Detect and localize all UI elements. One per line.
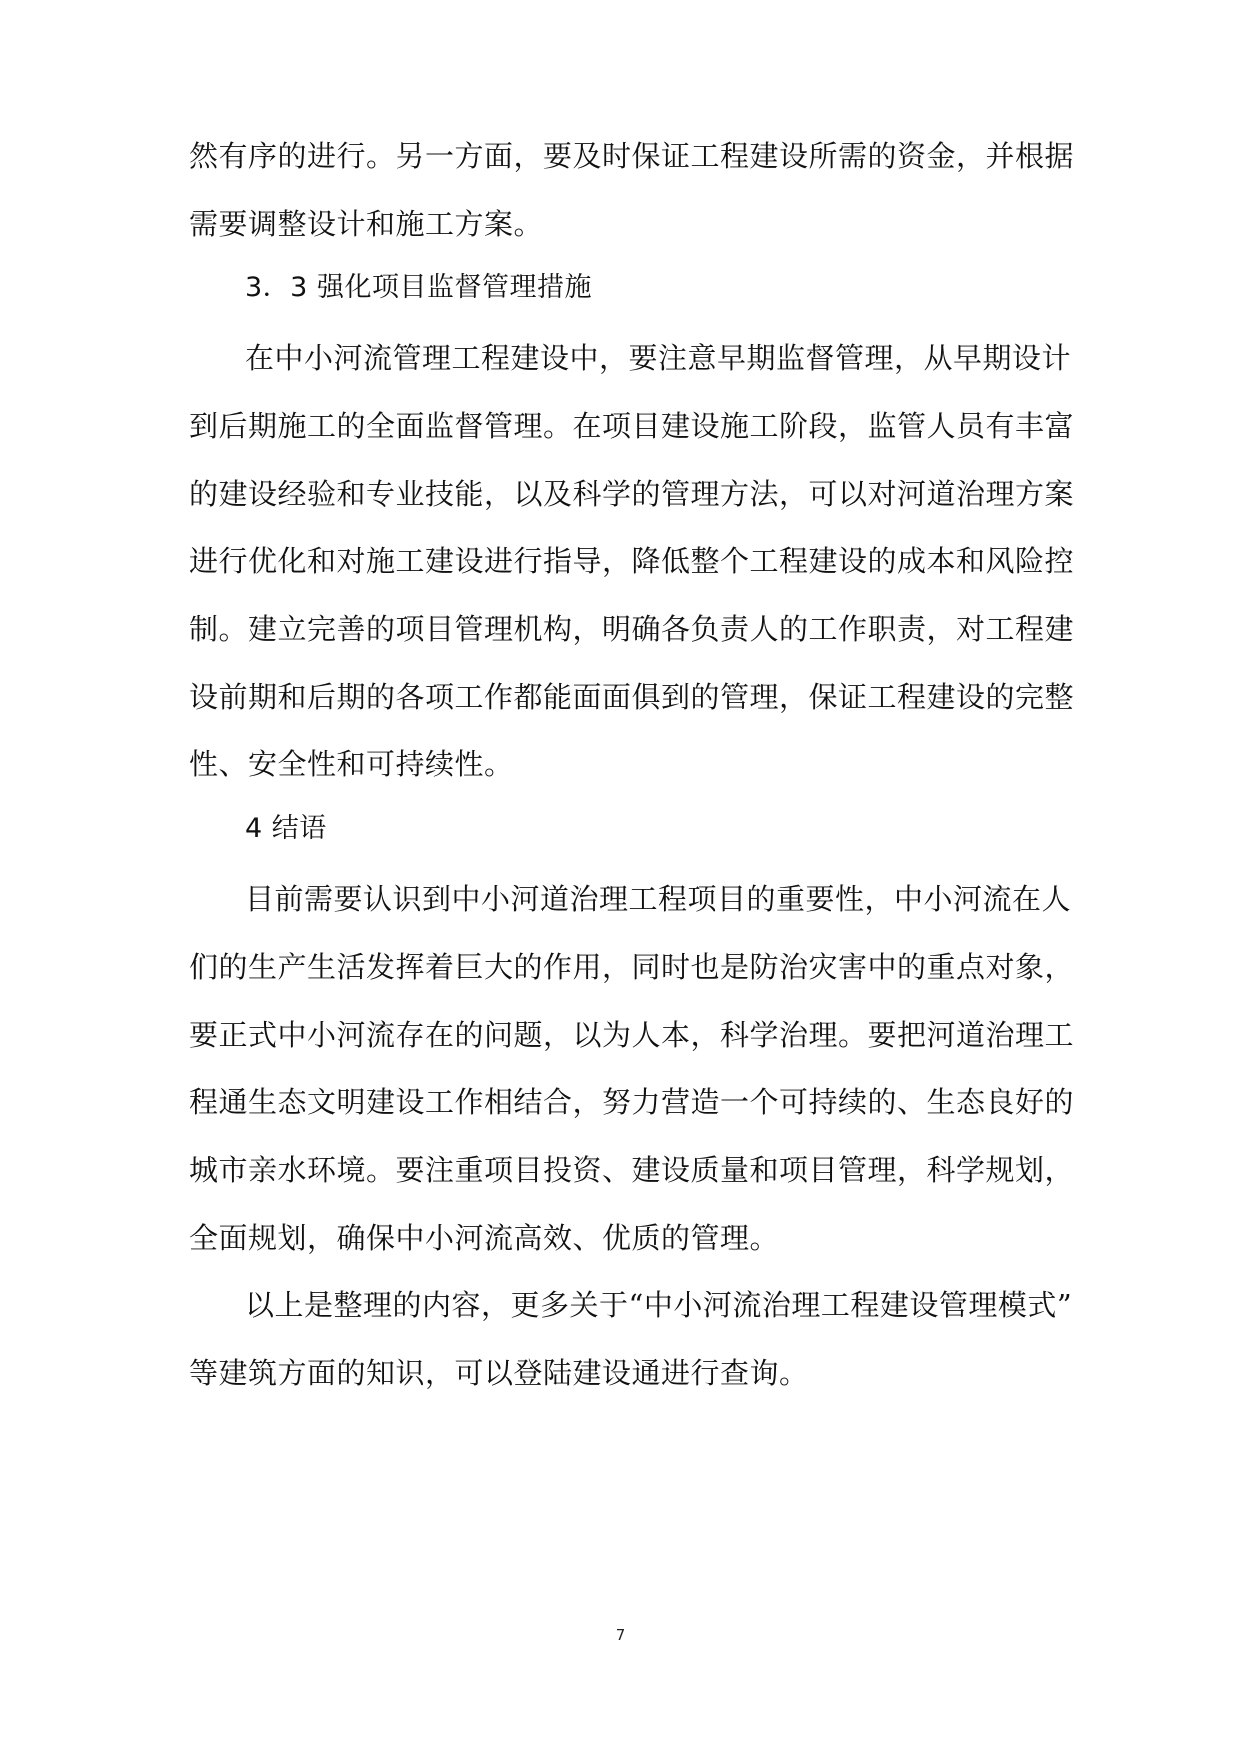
paragraph-line: 程通生态文明建设工作相结合，努力营造一个可持续的、生态良好的 [189,1085,1075,1119]
paragraph-line: 们的生产生活发挥着巨大的作用，同时也是防治灾害中的重点对象， [189,950,1075,984]
paragraph-line: 设前期和后期的各项工作都能面面俱到的管理，保证工程建设的完整 [189,680,1075,714]
paragraph-line: 然有序的进行。另一方面，要及时保证工程建设所需的资金，并根据 [189,139,1075,173]
paragraph-line: 的建设经验和专业技能，以及科学的管理方法，可以对河道治理方案 [189,477,1075,511]
paragraph-line: 制。建立完善的项目管理机构，明确各负责人的工作职责，对工程建 [189,612,1075,646]
paragraph-line: 目前需要认识到中小河道治理工程项目的重要性，中小河流在人 [245,882,1072,916]
paragraph-line: 全面规划，确保中小河流高效、优质的管理。 [189,1221,780,1255]
section-heading: 4 结语 [245,813,327,844]
section-heading: 3．3 强化项目监督管理措施 [245,272,592,303]
paragraph-line: 性、安全性和可持续性。 [189,747,514,781]
paragraph-line: 等建筑方面的知识，可以登陆建设通进行查询。 [189,1356,809,1390]
paragraph-line: 以上是整理的内容，更多关于“中小河流治理工程建设管理模式” [245,1288,1073,1322]
paragraph-line: 到后期施工的全面监督管理。在项目建设施工阶段，监管人员有丰富 [189,409,1075,443]
paragraph-line: 需要调整设计和施工方案。 [189,207,544,241]
page-number: 7 [615,1626,626,1644]
paragraph-line: 城市亲水环境。要注重项目投资、建设质量和项目管理，科学规划， [189,1153,1075,1187]
paragraph-line: 进行优化和对施工建设进行指导，降低整个工程建设的成本和风险控 [189,544,1075,578]
paragraph-line: 要正式中小河流存在的问题，以为人本，科学治理。要把河道治理工 [189,1018,1075,1052]
paragraph-line: 在中小河流管理工程建设中，要注意早期监督管理，从早期设计 [245,341,1072,375]
